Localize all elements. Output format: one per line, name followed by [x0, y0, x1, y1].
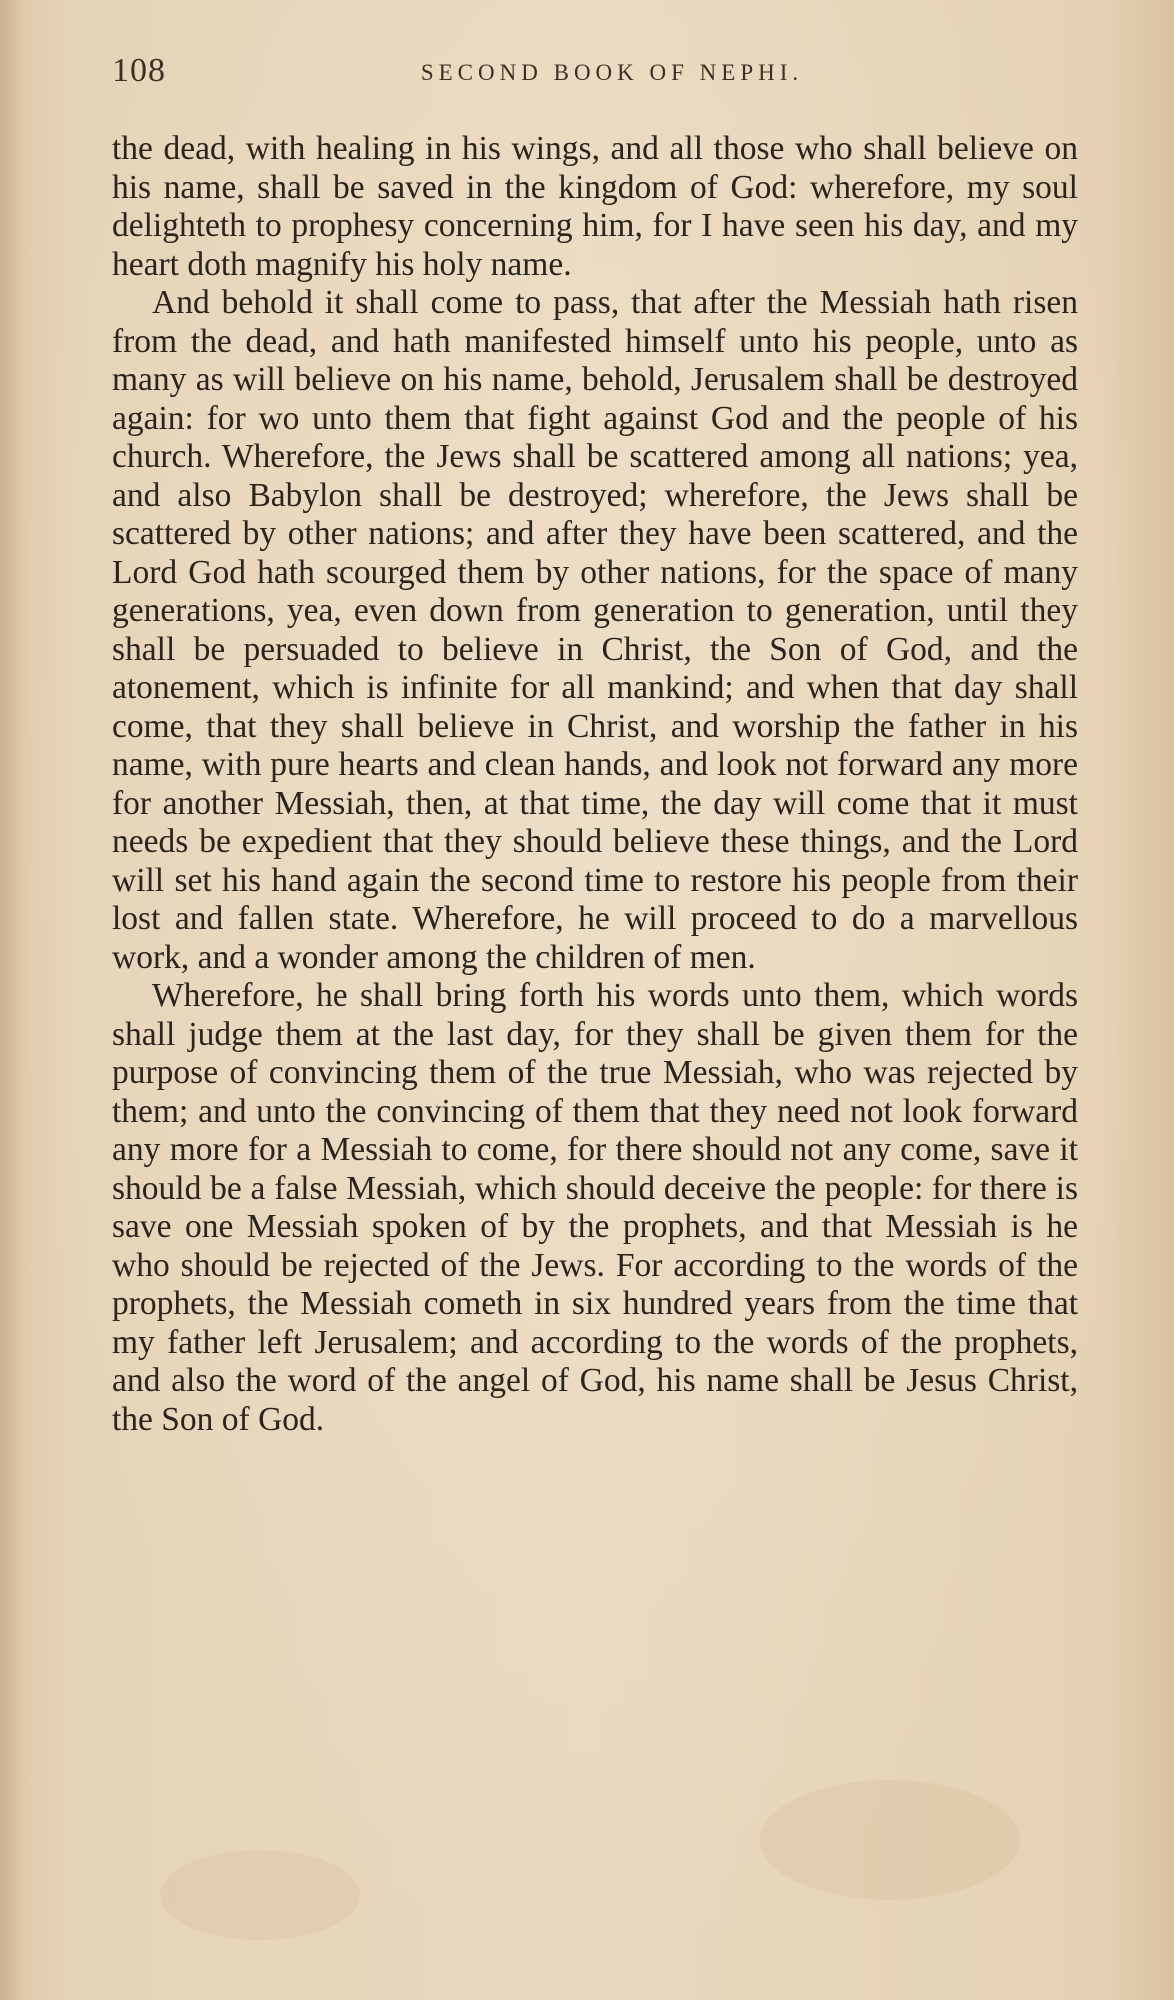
- book-title: SECOND BOOK OF NEPHI.: [420, 60, 804, 85]
- paragraph: Wherefore, he shall bring forth his words unto them, which words shall judge them at the last day, for they shall be given them for the purpose of convincing them of the true Messiah, who was rejected by them; and unto the convincing of them that they need not look forward any more for a Messiah to come, for there should not any come, save it should be a false Messiah, which should deceive the people: for there is save one Messiah spoken of by the prophets, and that Messiah is he who should be rejected of the Jews. For according to the words of the prophets, the Messiah cometh in six hundred years from the time that my father left Jerusalem; and according to the words of the prophets, and also the word of the angel of God, his name shall be Jesus Christ, the Son of God.: [112, 977, 1078, 1438]
- paper-stain: [760, 1780, 1020, 1900]
- paragraph: the dead, with healing in his wings, and all those who shall believe on his name, shall be saved in the kingdom of God: wherefore, my soul delighteth to prophesy concerning him, for I have seen his day, and my heart doth magnify his holy name.: [112, 130, 1078, 283]
- paragraph: And behold it shall come to pass, that after the Messiah hath risen from the dead, and hath manifested himself unto his people, unto as many as will believe on his name, behold, Jerusalem shall be destroyed again: for wo unto them that fight against God and the people of his church. Wherefore, the Jews shall be scattered among all nations; yea, and also Babylon shall be destroyed; wherefore, the Jews shall be scattered by other nations; and after they have been scattered, and the Lord God hath scourged them by other nations, for the space of many generations, yea, even down from generation to generation, until they shall be persuaded to believe in Christ, the Son of God, and the atonement, which is infinite for all mankind; and when that day shall come, that they shall believe in Christ, and worship the father in his name, with pure hearts and clean hands, and look not forward any more for another Messiah, then, at that time, the day will come that it must needs be expedient that they should believe these things, and the Lord will set his hand again the second time to restore his people from their lost and fallen state. Wherefore, he will proceed to do a marvellous work, and a wonder among the children of men.: [112, 284, 1078, 976]
- body-text: [112, 130, 1078, 1439]
- running-head: [112, 52, 1072, 92]
- page-number: 108: [112, 52, 166, 89]
- page-edge-shadow: [0, 0, 26, 2000]
- paper-stain: [160, 1850, 360, 1940]
